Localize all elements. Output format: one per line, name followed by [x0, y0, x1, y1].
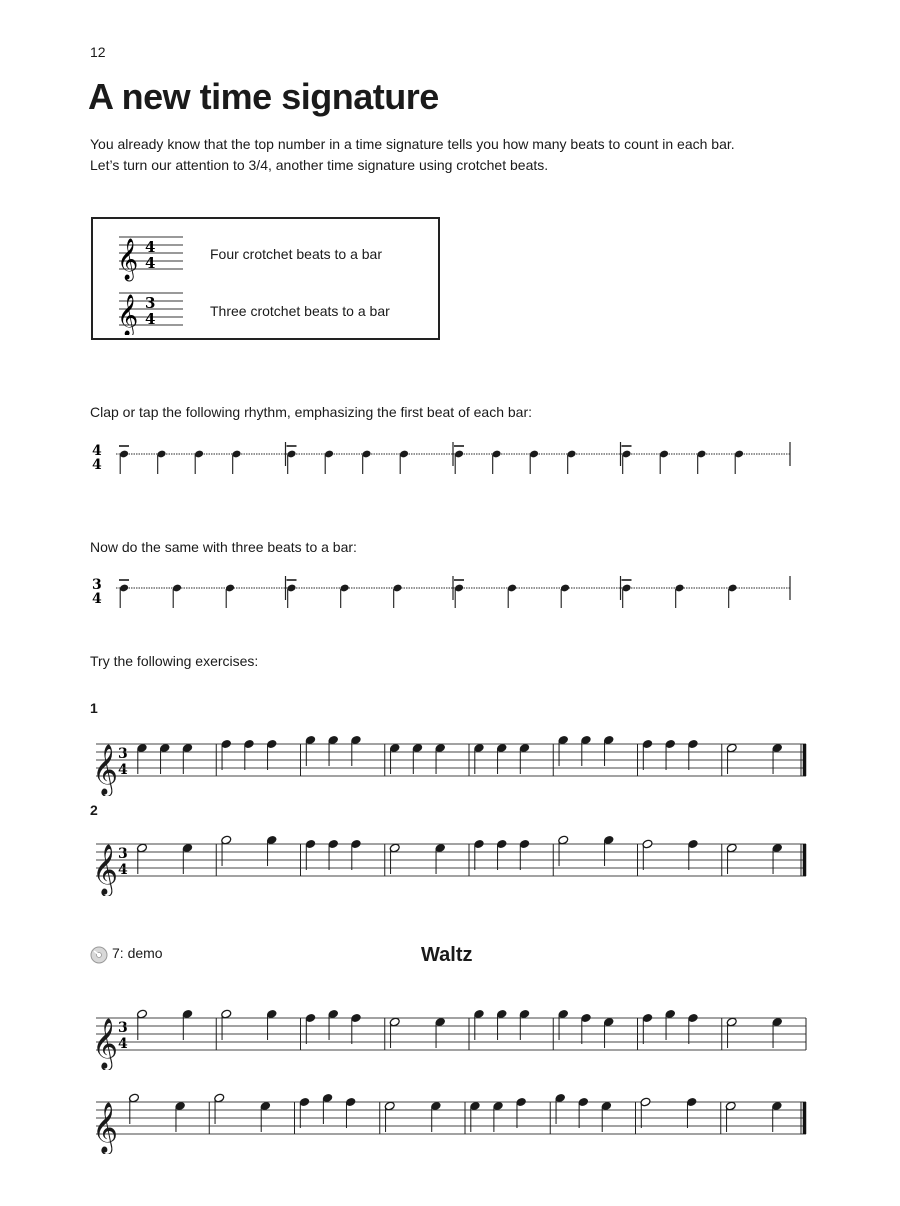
- signature-staves: [111, 225, 191, 335]
- ts-top: 3: [118, 746, 128, 762]
- ts-bottom: 4: [118, 762, 128, 778]
- exercise-2-staff: [88, 826, 816, 896]
- intro-line-1: You already know that the top number in a time signature tells you how many beats to count in each bar.: [90, 136, 735, 152]
- exercise-number-1: 1: [90, 700, 98, 716]
- exercises-heading: Try the following exercises:: [90, 653, 259, 669]
- treble-clef-icon: 𝄞: [92, 1102, 119, 1153]
- time-signature-box: [91, 217, 440, 340]
- waltz-line-1-staff: [88, 1000, 816, 1070]
- ts-bottom: 4: [92, 457, 102, 473]
- ts-bottom: 4: [118, 1036, 128, 1052]
- exercise-1-staff: [88, 726, 816, 796]
- treble-clef-icon: 𝄞: [117, 295, 139, 335]
- piece-title: Waltz: [421, 944, 473, 966]
- page-title: A new time signature: [88, 76, 439, 117]
- treble-clef-icon: 𝄞: [92, 844, 119, 895]
- demo-track-label: 7: demo: [112, 945, 163, 961]
- waltz-line-2-staff: [88, 1084, 816, 1154]
- ts-top: 3: [118, 846, 128, 862]
- staff-4-4: [117, 237, 183, 281]
- ts-bottom: 4: [92, 591, 102, 607]
- ts-bottom: 4: [118, 862, 128, 878]
- staff-3-4: [117, 293, 183, 335]
- ts-top: 4: [92, 443, 102, 459]
- ts-top: 3: [92, 577, 102, 593]
- treble-clef-icon: 𝄞: [117, 239, 139, 280]
- intro-line-2: Let’s turn our attention to 3/4, another time signature using crotchet beats.: [90, 157, 549, 173]
- three-beats-label: Three crotchet beats to a bar: [210, 303, 390, 319]
- treble-clef-icon: 𝄞: [92, 1018, 119, 1069]
- treble-clef-icon: 𝄞: [92, 744, 119, 795]
- rhythm-line-3-4: [88, 570, 816, 610]
- ts-top: 4: [145, 238, 156, 256]
- rhythm-line-4-4: [88, 436, 816, 476]
- rhythm-instruction-4-4: Clap or tap the following rhythm, emphasizing the first beat of each bar:: [90, 404, 533, 420]
- rhythm-instruction-3-4: Now do the same with three beats to a bar:: [90, 539, 357, 555]
- intro-paragraph: [90, 134, 830, 176]
- page-number: 12: [90, 44, 106, 60]
- ts-top: 3: [118, 1020, 128, 1036]
- cd-icon: [90, 946, 108, 964]
- ts-top: 3: [145, 294, 156, 312]
- exercise-number-2: 2: [90, 802, 98, 818]
- four-beats-label: Four crotchet beats to a bar: [210, 246, 382, 262]
- ts-bottom: 4: [145, 310, 156, 328]
- ts-bottom: 4: [145, 254, 156, 272]
